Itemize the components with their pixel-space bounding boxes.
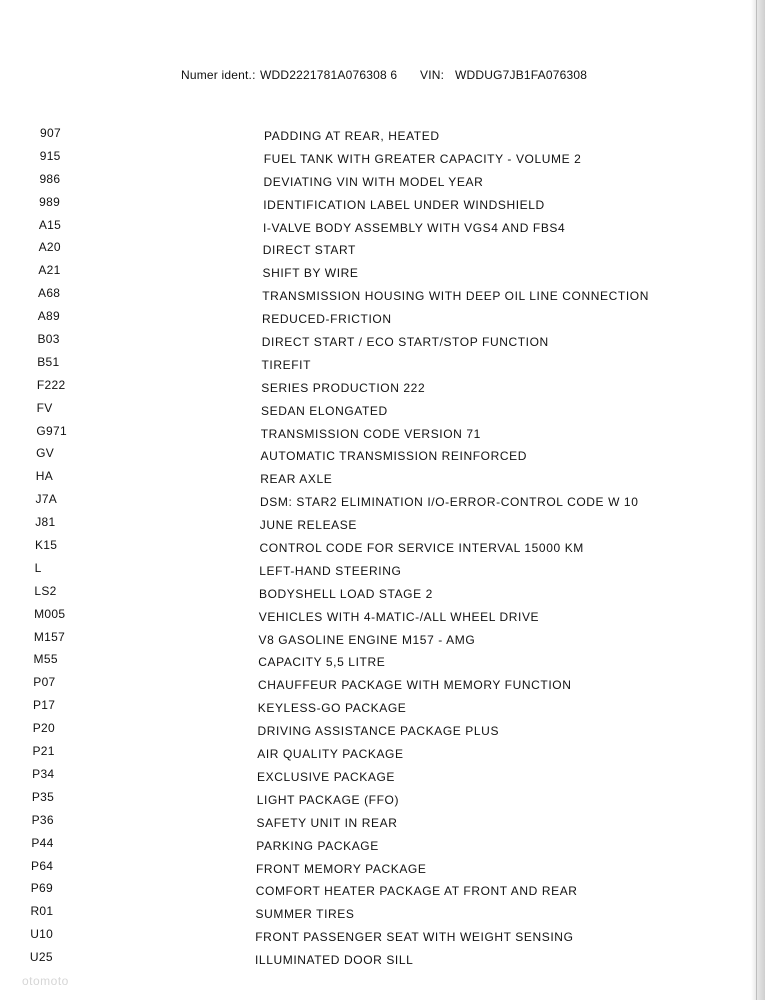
option-description: COMFORT HEATER PACKAGE AT FRONT AND REAR [255,884,578,899]
option-row [0,355,740,378]
option-description: TIREFIT [261,357,312,372]
option-description: DIRECT START / ECO START/STOP FUNCTION [261,335,549,350]
option-code: A15 [38,217,62,232]
option-code: A68 [38,286,61,301]
option-row [0,149,740,172]
option-row [0,927,740,950]
option-description: SEDAN ELONGATED [261,403,388,418]
option-code: 907 [40,126,61,140]
option-code: R01 [30,904,54,919]
option-code: FV [36,400,53,415]
option-code: P21 [32,744,55,759]
option-code: J7A [35,492,58,507]
option-row [0,378,740,401]
option-description: REDUCED-FRICTION [262,312,392,327]
option-row [0,561,740,584]
vin-label: VIN: [420,68,445,82]
option-row [0,790,740,813]
option-description: VEHICLES WITH 4-MATIC-/ALL WHEEL DRIVE [258,609,540,624]
option-description: PADDING AT REAR, HEATED [264,129,440,143]
option-description: I-VALVE BODY ASSEMBLY WITH VGS4 AND FBS4 [263,220,566,235]
option-description: SHIFT BY WIRE [262,266,359,281]
option-row [0,240,740,263]
option-description: SAFETY UNIT IN REAR [256,815,398,830]
option-code: K15 [34,538,58,553]
option-description: TRANSMISSION CODE VERSION 71 [260,426,481,441]
option-row [0,424,740,447]
option-code: P35 [31,789,55,804]
scan-border-line [756,0,757,1000]
option-code: A21 [38,263,61,278]
watermark-text: otomoto [22,974,69,988]
option-code: M005 [34,606,66,621]
option-description: AUTOMATIC TRANSMISSION REINFORCED [260,449,527,464]
option-row [0,836,740,859]
option-code: M157 [33,629,66,644]
ident-label: Numer ident.: [181,68,256,82]
option-code: B51 [37,354,60,369]
option-row [0,675,740,698]
option-row [0,859,740,882]
option-description: SUMMER TIRES [255,907,355,922]
option-row [0,630,740,653]
option-description: LEFT-HAND STEERING [259,563,402,578]
option-description: DRIVING ASSISTANCE PACKAGE PLUS [257,724,500,739]
option-description: PARKING PACKAGE [256,838,379,853]
option-row [0,309,740,332]
option-code-list [0,126,740,973]
option-row [0,652,740,675]
option-description: DEVIATING VIN WITH MODEL YEAR [263,174,484,189]
option-code: A20 [38,240,61,255]
option-description: DIRECT START [262,243,356,258]
option-row [0,126,740,149]
option-row [0,744,740,767]
option-code: P17 [33,698,56,713]
option-row [0,195,740,218]
option-description: FRONT MEMORY PACKAGE [256,861,427,876]
option-code: A89 [37,309,61,324]
option-code: B03 [37,332,60,347]
option-description: JUNE RELEASE [259,518,357,533]
option-row [0,881,740,904]
option-code: U10 [30,927,54,942]
option-code: P36 [31,812,54,827]
option-row [0,767,740,790]
option-row [0,172,740,195]
option-row [0,584,740,607]
option-description: TRANSMISSION HOUSING WITH DEEP OIL LINE CONNECTION [262,289,649,304]
scan-page-edge [751,0,765,1000]
option-description: KEYLESS-GO PACKAGE [257,701,407,716]
option-code: P07 [33,675,56,690]
ident-value: WDD2221781A076308 6 [260,68,398,82]
option-description: DSM: STAR2 ELIMINATION I/O-ERROR-CONTROL CODE W 10 [260,495,639,510]
option-row [0,218,740,241]
option-row [0,286,740,309]
option-description: SERIES PRODUCTION 222 [261,380,426,395]
option-row [0,515,740,538]
option-row [0,446,740,469]
option-row [0,332,740,355]
option-code: F222 [36,377,66,392]
vin-value: WDDUG7JB1FA076308 [455,68,588,82]
option-description: LIGHT PACKAGE (FFO) [256,792,400,807]
option-description: CONTROL CODE FOR SERVICE INTERVAL 15000 KM [259,541,584,556]
option-code: P20 [32,721,55,736]
option-description: FUEL TANK WITH GREATER CAPACITY - VOLUME 2 [263,151,582,166]
option-row [0,263,740,286]
option-description: V8 GASOLINE ENGINE M157 - AMG [258,632,476,647]
option-row [0,698,740,721]
option-description: ILLUMINATED DOOR SILL [255,953,414,968]
option-description: AIR QUALITY PACKAGE [257,747,404,762]
option-row [0,538,740,561]
option-description: FRONT PASSENGER SEAT WITH WEIGHT SENSING [255,930,574,945]
option-code: 986 [39,171,61,186]
option-code: P64 [31,858,54,873]
option-description: REAR AXLE [260,472,333,487]
option-code: 989 [39,194,61,209]
option-code: P69 [30,881,54,896]
option-row [0,469,740,492]
option-row [0,401,740,424]
option-code: P34 [32,766,55,781]
option-row [0,904,740,927]
option-row [0,813,740,836]
option-description: IDENTIFICATION LABEL UNDER WINDSHIELD [263,197,545,212]
option-code: G971 [36,423,67,438]
option-code: LS2 [34,583,57,598]
option-row [0,607,740,630]
option-code: L [34,560,42,575]
option-code: 915 [39,148,61,163]
option-description: EXCLUSIVE PACKAGE [257,769,396,784]
option-row [0,492,740,515]
option-description: BODYSHELL LOAD STAGE 2 [259,586,433,601]
option-code: GV [36,446,55,461]
option-code: P44 [31,835,54,850]
option-row [0,950,740,973]
option-description: CAPACITY 5,5 LITRE [258,655,386,670]
option-code: M55 [33,652,58,667]
option-description: CHAUFFEUR PACKAGE WITH MEMORY FUNCTION [258,678,572,693]
option-row [0,721,740,744]
option-code: J81 [35,515,56,530]
option-code: U25 [29,950,53,965]
option-code: HA [35,469,54,484]
